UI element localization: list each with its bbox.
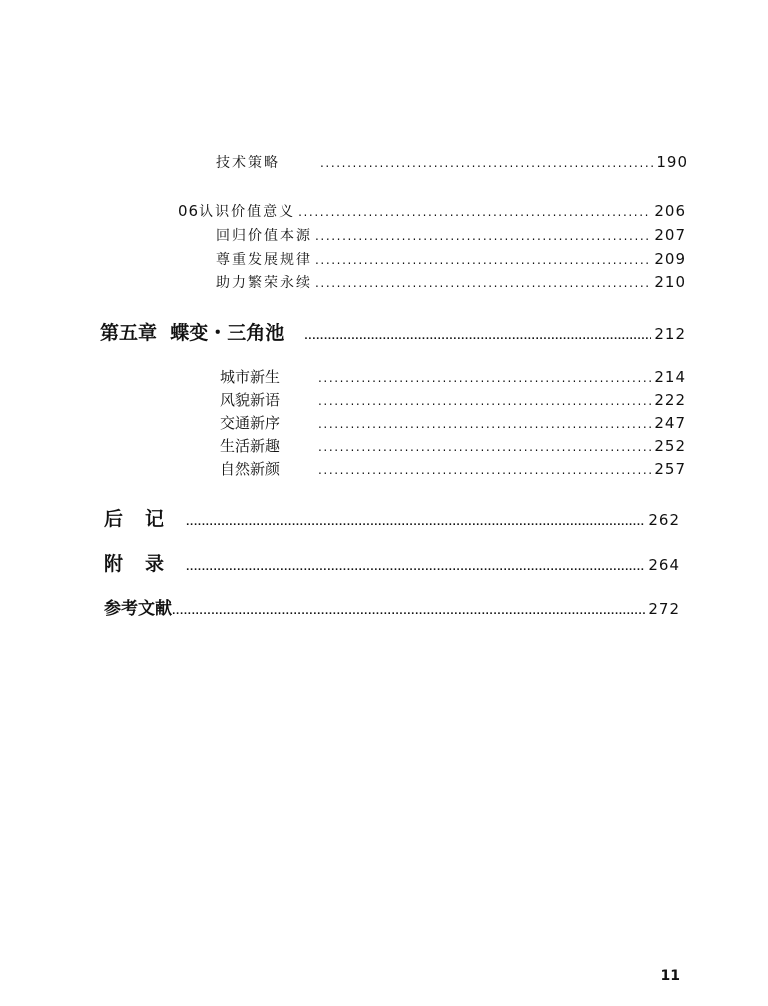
dot-leader: [320, 155, 653, 171]
dot-leader: [315, 228, 651, 244]
chapter-title: 第五章 蝶变・三角池: [100, 322, 285, 344]
toc-entry-label: 认识价值意义: [199, 204, 296, 220]
toc-entry[interactable]: [216, 225, 686, 245]
section-number: 06: [178, 202, 200, 220]
toc-entry-page: 252: [654, 437, 686, 455]
toc-entry-page: 214: [654, 368, 686, 386]
toc-entry-label: 附录: [104, 553, 187, 575]
toc-chapter-heading[interactable]: [100, 318, 686, 345]
toc-entry-label: 技术策略: [216, 155, 280, 171]
toc-entry-label: 城市新生: [220, 368, 281, 386]
toc-entry-label: 助力繁荣永续: [216, 275, 312, 291]
toc-entry-page: 210: [654, 273, 686, 291]
toc-entry-label: 交通新序: [220, 414, 281, 432]
toc-entry[interactable]: [220, 435, 686, 456]
dot-leader: [298, 204, 651, 220]
toc-entry-page: 272: [648, 600, 680, 618]
toc-entry-page: 222: [654, 391, 686, 409]
dot-leader: [318, 416, 651, 432]
dot-leader: [186, 553, 645, 575]
page-number: 11: [660, 968, 680, 984]
toc-entry[interactable]: [220, 458, 686, 479]
toc-entry-page: 212: [654, 325, 686, 343]
toc-entry-page: 207: [654, 226, 686, 244]
dot-leader: [318, 462, 651, 478]
dot-leader: [315, 252, 651, 268]
toc-entry-page: 247: [654, 414, 686, 432]
dot-leader: [172, 597, 645, 619]
toc-entry-page: 257: [654, 460, 686, 478]
dot-leader: [186, 508, 645, 530]
dot-leader: [318, 370, 651, 386]
toc-back-matter-entry[interactable]: [104, 594, 680, 619]
toc-entry-page: 209: [654, 250, 686, 268]
toc-entry[interactable]: [220, 389, 686, 410]
toc-entry[interactable]: [220, 366, 686, 387]
toc-entry-page: 190: [656, 153, 688, 171]
toc-entry-page: 262: [648, 511, 680, 529]
dot-leader: [318, 393, 651, 409]
toc-back-matter-entry[interactable]: [104, 549, 680, 576]
toc-entry-page: 206: [654, 202, 686, 220]
toc-entry[interactable]: [216, 249, 686, 269]
toc-entry-label: 后记: [104, 508, 187, 530]
toc-section-heading[interactable]: [178, 201, 686, 221]
toc-entry-label: 尊重发展规律: [216, 252, 312, 268]
dot-leader: [304, 322, 651, 344]
toc-back-matter-entry[interactable]: [104, 504, 680, 531]
toc-entry[interactable]: [220, 412, 686, 433]
toc-entry-page: 264: [648, 556, 680, 574]
toc-entry-label: 风貌新语: [220, 391, 281, 409]
toc-entry-label: 参考文献: [104, 599, 172, 619]
toc-entry-label: 回归价值本源: [216, 228, 312, 244]
dot-leader: [315, 275, 651, 291]
toc-entry-label: 自然新颜: [220, 460, 281, 478]
dot-leader: [318, 439, 651, 455]
toc-entry[interactable]: [216, 152, 688, 172]
toc-entry-label: 生活新趣: [220, 437, 281, 455]
toc-entry[interactable]: [216, 272, 686, 292]
